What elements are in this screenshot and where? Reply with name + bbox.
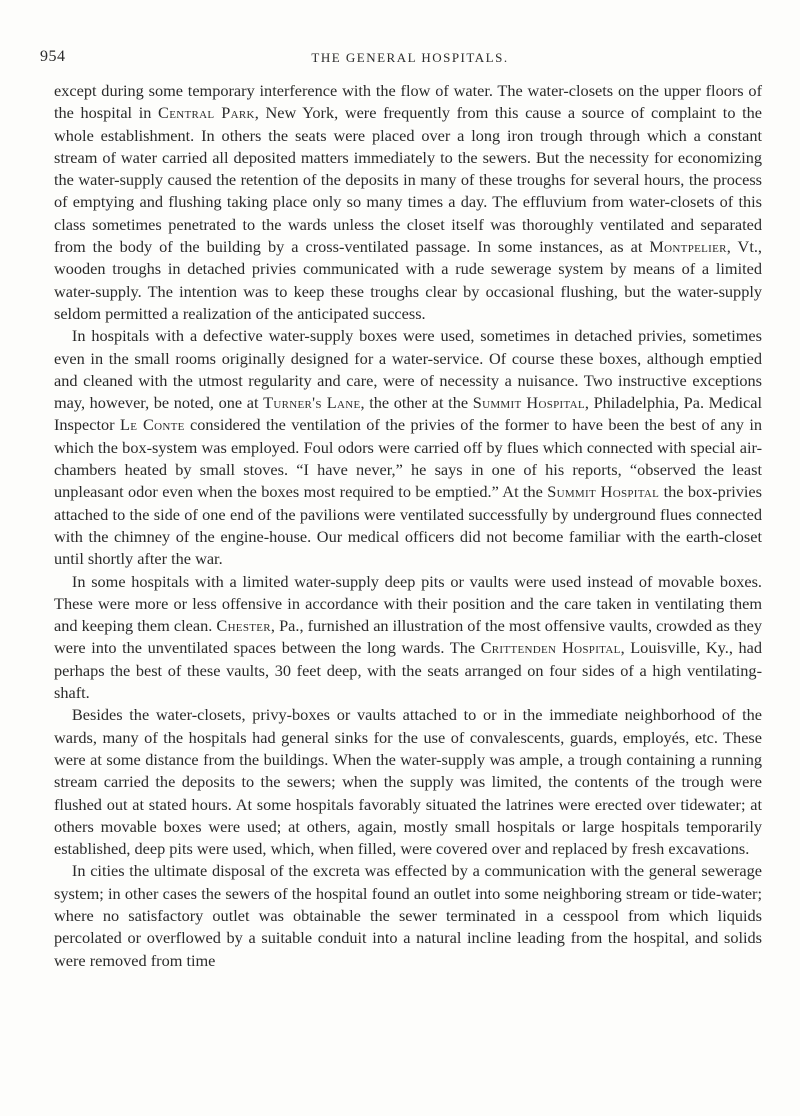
paragraph [54,80,762,325]
proper-name: Central Park [158,103,255,123]
running-head: THE GENERAL HOSPITALS. [311,50,509,65]
page-number: 954 [40,48,66,65]
page-header [40,48,780,70]
proper-name: Le Conte [119,415,185,435]
text-run: , New York, were frequently from this cause a source of complaint to the whole establishment. In others the seats were placed over a long iron trough through which a constant stream of water carried all deposited matters immediately to the sewers. But the necessity for economizing the water-supply caused the retention of the deposits in many of these troughs for several hours, the process of emptying and flushing taking place only so many times a day. The effluvium from water-closets of this class sometimes penetrated to the wards unless the closet itself was thoroughly ventilated and separated from the body of the building by a cross-ventilated passage. In some instances, as at [54,103,762,257]
proper-name: Montpelier [649,237,727,257]
text-run: , Vt., wooden troughs in detached privies communicated with a rude sewerage system by means of a limited water-supply. The intention was to keep these troughs clear by occasional flushing, but the water-supply seldom permitted a realization of the anticipated success. [54,237,762,323]
proper-name: Turner's Lane [263,393,361,413]
proper-name: Crittenden Hospital [480,638,621,658]
text-run: Besides the water-closets, privy-boxes or vaults attached to or in the immediate neighborhood of the wards, many of the hospitals had general sinks for the use of convalescents, guards, employés, etc. These were at some distance from the buildings. When the water-supply was ample, a trough containing a running stream carried the deposits to the sewers; when the supply was limited, the contents of the trough were flushed out at stated hours. At some hospitals favorably situated the latrines were erected over tidewater; at others movable boxes were used; at others, again, mostly small hospitals or large hospitals temporarily established, deep pits were used, which, when filled, were covered over and replaced by fresh excavations. [54,705,762,859]
paragraph [54,704,762,860]
text-run: , Pa., furnished an illustration of the most offensive vaults, crowded as they were into the unventilated spaces between the long wards. The [54,616,762,658]
proper-name: Summit Hospital [547,482,660,502]
text-run: , Philadelphia, Pa. Medical Inspector [54,393,762,435]
text-run: In hospitals with a defective water-supply boxes were used, sometimes in detached privies, sometimes even in the small rooms originally designed for a water-service. Of course these boxes, although emptied and cleaned with the utmost regularity and care, were of necessity a nuisance. Two instructive exceptions may, however, be noted, one at [54,326,762,413]
body-text [54,80,762,972]
proper-name: Summit Hospital [472,393,585,413]
paragraph [54,860,762,971]
text-run: In some hospitals with a limited water-supply deep pits or vaults were used instead of movable boxes. These were more or less offensive in accordance with their position and the care taken in ventilating them and keeping them clean. [54,571,762,636]
proper-name: Chester [216,616,271,636]
paragraph [54,325,762,570]
text-run: , the other at the [360,393,473,413]
text-run: except during some temporary interference with the flow of water. The water-closets on the upper floors of the hospital in [54,81,762,123]
paragraph [54,571,762,705]
text-run: the box-privies attached to the side of one end of the pavilions were ventilated successfully by underground flues connected with the chimney of the engine-house. Our medical officers did not become familiar with the earth-closet until shortly after the war. [54,482,762,569]
text-run: In cities the ultimate disposal of the excreta was effected by a communication with the general sewerage system; in other cases the sewers of the hospital found an outlet into some neighboring stream or tide-water; where no satisfactory outlet was obtainable the sewer terminated in a cesspool from which liquids percolated or overflowed by a suitable conduit into a natural incline leading from the hospital, and solids were removed from time [54,861,762,970]
text-run: considered the ventilation of the privies of the former to have been the best of any in which the box-system was employed. Foul odors were carried off by flues which connected with special air-chambers heated by small stoves. “I have never,” he says in one of his reports, “observed the least unpleasant odor even when the boxes most required to be emptied.” At the [54,415,762,502]
text-run: , Louisville, Ky., had perhaps the best of these vaults, 30 feet deep, with the seats arranged on four sides of a high ventilating-shaft. [54,638,762,703]
